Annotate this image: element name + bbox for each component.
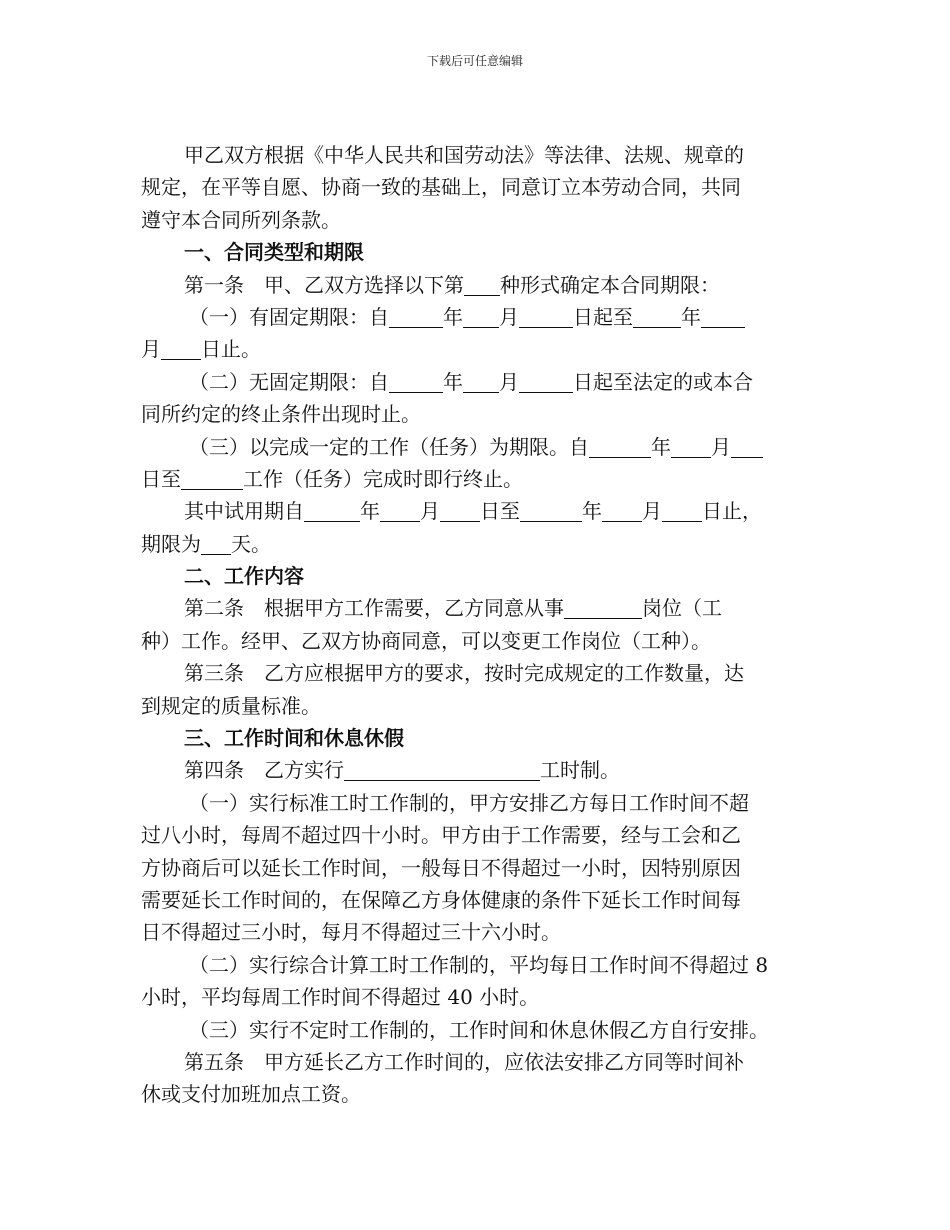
probation-line: 期限为 天。	[141, 531, 271, 556]
position-blank[interactable]	[564, 596, 642, 619]
end-year-blank[interactable]	[633, 305, 681, 328]
standard-hours-line: （一）实行标准工时工作制的，甲方安排乙方每日工作时间不超	[189, 790, 749, 815]
task-term-line: （三）以完成一定的工作（任务）为期限。自 年 月	[141, 431, 816, 463]
fixed-term-line: 月 日止。	[141, 337, 261, 362]
flexible-hours-line: （三）实行不定时工作制的，工作时间和休息休假乙方自行安排。	[189, 1017, 769, 1042]
article-2: 种）工作。经甲、乙双方协商同意，可以变更工作岗位（工种）。	[141, 628, 711, 653]
fixed-term-line: （一）有固定期限：自 年 月 日起至 年	[141, 301, 816, 333]
start-day-blank[interactable]	[519, 305, 573, 328]
probation-end-month-blank[interactable]	[602, 499, 642, 522]
section-heading-contract-term: 一、合同类型和期限	[184, 240, 364, 265]
comprehensive-hours-line: 小时，平均每周工作时间不得超过 40 小时。	[141, 985, 540, 1010]
intro-line: 甲乙双方根据《中华人民共和国劳动法》等法律、法规、规章的	[184, 143, 744, 167]
start-day-blank[interactable]	[731, 435, 763, 458]
probation-start-year-blank[interactable]	[304, 499, 360, 522]
probation-days-blank[interactable]	[201, 532, 231, 555]
probation-line: 其中试用期自 年 月 日至 年 月 日止，	[184, 499, 762, 524]
form-type-blank[interactable]	[464, 273, 500, 296]
article-5: 第五条 甲方延长乙方工作时间的，应依法安排乙方同等时间补	[184, 1049, 744, 1074]
end-day-blank[interactable]	[161, 337, 201, 360]
start-month-blank[interactable]	[671, 435, 711, 458]
probation-end-day-blank[interactable]	[662, 499, 702, 522]
article-5: 休或支付加班加点工资。	[141, 1082, 361, 1107]
start-year-blank[interactable]	[389, 370, 443, 393]
start-month-blank[interactable]	[463, 370, 499, 393]
probation-end-year-blank[interactable]	[520, 499, 582, 522]
section-heading-work-content: 二、工作内容	[184, 564, 304, 589]
start-day-blank[interactable]	[519, 370, 573, 393]
probation-start-day-blank[interactable]	[440, 499, 480, 522]
probation-start-month-blank[interactable]	[380, 499, 420, 522]
working-hours-system-blank[interactable]	[344, 758, 540, 781]
task-blank[interactable]	[181, 467, 243, 490]
open-term-line: 同所约定的终止条件出现时止。	[141, 402, 421, 427]
open-term-line: （二）无固定期限：自 年 月 日起至法定的或本合	[189, 369, 753, 394]
start-year-blank[interactable]	[589, 435, 651, 458]
page-header: 下载后可任意编辑	[426, 54, 523, 68]
standard-hours-line: 日不得超过三小时，每月不得超过三十六小时。	[141, 920, 561, 945]
start-month-blank[interactable]	[463, 305, 499, 328]
comprehensive-hours-line: （二）实行综合计算工时工作制的，平均每日工作时间不得超过 8	[189, 952, 769, 977]
standard-hours-line: 需要延长工作时间的，在保障乙方身体健康的条件下延长工作时间每	[141, 887, 741, 912]
article-4: 第四条 乙方实行 工时制。	[184, 758, 620, 783]
article-2: 第二条 根据甲方工作需要，乙方同意从事 岗位（工	[184, 596, 722, 621]
article-3: 到规定的质量标准。	[141, 693, 321, 718]
intro-line: 规定，在平等自愿、协商一致的基础上，同意订立本劳动合同，共同	[141, 175, 741, 200]
start-year-blank[interactable]	[389, 305, 443, 328]
task-term-line: 日至 工作（任务）完成时即行终止。	[141, 466, 523, 491]
intro-line: 遵守本合同所列条款。	[141, 207, 341, 232]
contract-body	[141, 139, 816, 1111]
end-month-blank[interactable]	[701, 305, 745, 328]
section-heading-working-hours: 三、工作时间和休息休假	[184, 726, 404, 751]
article-1: 第一条 甲、乙双方选择以下第 种形式确定本合同期限：	[184, 272, 720, 297]
article-3: 第三条 乙方应根据甲方的要求，按时完成规定的工作数量，达	[184, 661, 744, 686]
standard-hours-line: 过八小时，每周不超过四十小时。甲方由于工作需要，经与工会和乙	[141, 823, 741, 848]
standard-hours-line: 方协商后可以延长工作时间，一般每日不得超过一小时，因特别原因	[141, 855, 741, 880]
